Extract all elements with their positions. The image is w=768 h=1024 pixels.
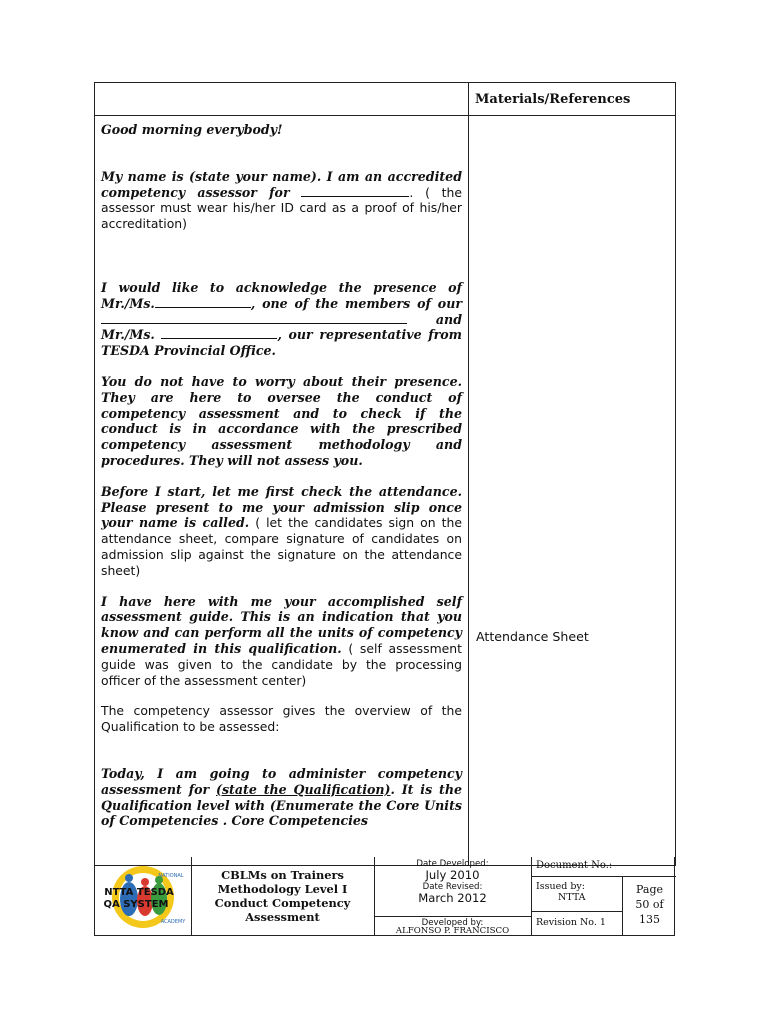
page-total: 135: [639, 913, 660, 926]
materials-header: Materials/References: [469, 83, 676, 116]
svg-text:NATIONAL: NATIONAL: [158, 873, 184, 879]
blank-line: [161, 327, 277, 339]
document-info-cell: [531, 857, 676, 935]
blank-line: [101, 312, 407, 324]
module-title-line: CBLMs on Trainers: [221, 868, 344, 882]
svg-text:QA SYSTEM: QA SYSTEM: [103, 899, 169, 910]
svg-text:NTTA TESDA: NTTA TESDA: [104, 887, 174, 898]
module-title-cell: [191, 857, 375, 935]
script-content: [95, 116, 469, 866]
materials-cell: [469, 116, 676, 866]
developed-by-divider: [374, 916, 531, 917]
date-revised-label: Date Revised:: [422, 882, 483, 892]
issued-by-value: NTTA: [558, 892, 586, 903]
issued-by-cell: [531, 877, 623, 912]
document-footer: [94, 857, 675, 936]
paragraph-observers: You do not have to worry about their presence. They are here to oversee the conduct of competency assessment and to check if the conduct is in accordance with the prescribed competency assessment methodology and procedures. They will not assess you.: [101, 373, 462, 468]
paragraph-acknowledge: I would like to acknowledge the presence of Mr./Ms. , one of the members of our and Mr./Ms. , our representative from TESDA Provincial Office.: [101, 279, 462, 359]
module-title-line: Methodology Level I: [217, 882, 348, 896]
script-table: [94, 82, 676, 866]
blank-line: [155, 296, 251, 308]
date-developed-label: Date Developed:: [416, 859, 489, 869]
date-revised-value: March 2012: [418, 891, 487, 905]
developed-by-label: Developed by:: [421, 918, 484, 928]
paragraph-qualification: Today, I am going to administer competency assessment for (state the Qualification). It is the Qualification level with (Enumerate the Core Units of Competencies . Core Competencies: [101, 765, 462, 829]
paragraph-self-assessment: I have here with me your accomplished self assessment guide. This is an indication that you know and can perform all the units of competency enumerated in this qualification. ( self assessment guide was given to the candidate by the processing officer of the assessment center): [101, 593, 462, 688]
ntta-tesda-logo-icon: [99, 863, 187, 931]
page-label: Page: [635, 883, 664, 896]
attendance-sheet-reference: Attendance Sheet: [476, 629, 589, 644]
page-of-label: 50 of: [635, 898, 664, 911]
paragraph-overview: The competency assessor gives the overview of the Qualification to be assessed:: [101, 703, 462, 735]
header-left-cell: [95, 83, 469, 116]
issued-by-label: Issued by:: [536, 881, 585, 892]
developed-by-value: ALFONSO P. FRANCISCO: [395, 926, 510, 936]
module-title-line: Conduct Competency: [214, 896, 351, 910]
greeting: Good morning everybody!: [101, 122, 283, 137]
page-number-cell: [623, 877, 676, 935]
svg-text:ACADEMY: ACADEMY: [160, 919, 186, 925]
logo-cell: [95, 857, 192, 935]
document-no-label: Document No.:: [531, 857, 676, 877]
paragraph-intro: My name is (state your name). I am an accredited competency assessor for . ( the assessor must wear his/her ID card as a proof of his/her accreditation): [101, 168, 462, 232]
module-title-line: Assessment: [245, 910, 320, 924]
date-developed-value: July 2010: [425, 868, 480, 882]
revision-number: Revision No. 1: [531, 912, 623, 935]
paragraph-attendance: Before I start, let me first check the attendance. Please present to me your admission slip once your name is called. ( let the candidates sign on the attendance sheet, compare signature of candidates on admission slip against the signature on the attendance sheet): [101, 483, 462, 578]
blank-line: [301, 185, 409, 197]
dates-cell: [374, 857, 532, 935]
